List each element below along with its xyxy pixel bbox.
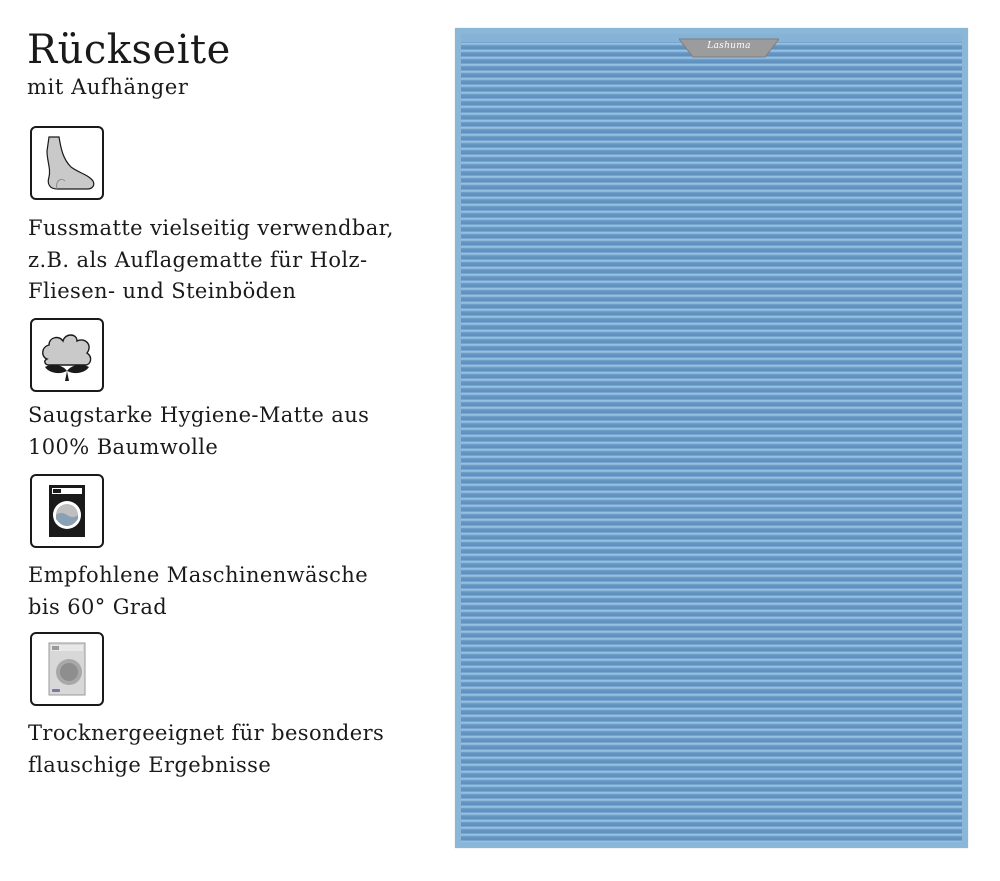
- feature-text-washing: Empfohlene Maschinenwäsche bis 60° Grad: [28, 563, 369, 619]
- foot-icon: [30, 126, 104, 200]
- bath-mat-image: [455, 28, 968, 848]
- cotton-icon: [30, 318, 104, 392]
- page-title: Rückseite: [27, 27, 231, 73]
- brand-label-text: Lashuma: [707, 41, 751, 51]
- feature-text-dryer: Trocknergeeignet für besonders flauschige Ergebnisse: [28, 721, 385, 777]
- tumble-dryer-icon: [30, 632, 104, 706]
- washing-machine-icon: [30, 474, 104, 548]
- page-subtitle: mit Aufhänger: [27, 75, 189, 99]
- feature-text-mat-versatile: Fussmatte vielseitig verwendbar, z.B. als Auflagematte für Holz- Fliesen- und Steinböden: [28, 216, 394, 303]
- feature-text-cotton: Saugstarke Hygiene-Matte aus 100% Baumwolle: [28, 403, 370, 459]
- hanging-label: [679, 37, 779, 59]
